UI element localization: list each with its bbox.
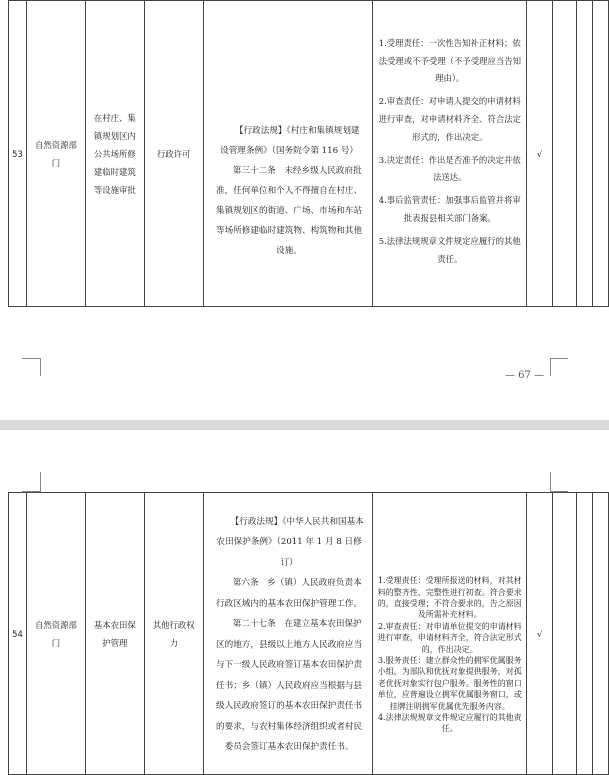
item-name-cell: [85, 493, 144, 775]
crop-mark: [40, 358, 41, 376]
responsibility-item: 3.决定责任：作出是否准予的决定并依法送达。: [378, 154, 521, 183]
legal-basis-cell: [203, 493, 373, 775]
department-text: 自然资源部门: [35, 619, 77, 648]
department-cell: [26, 1, 85, 307]
category-cell: [144, 1, 203, 307]
responsibility-item: 2.审查责任：对申请单位提交的申请材料进行审查，申请材料齐全，符合法定形式的，作出决定。: [377, 621, 522, 654]
empty-cell: [577, 1, 593, 307]
responsibility-item: 4.法律法规规章文件规定应履行的其他责任。: [377, 713, 522, 734]
empty-cell: [553, 1, 577, 307]
responsibility-cell: [373, 493, 527, 775]
empty-cell: [553, 493, 577, 775]
category-text: 其他行政权力: [152, 619, 195, 648]
legal-basis-article: 第六条 乡（镇）人民政府负责本行政区域内的基本农田保护管理工作。: [216, 578, 363, 609]
crop-mark: [40, 472, 41, 492]
power-list-table-page-68: [8, 492, 609, 775]
department-text: 自然资源部门: [34, 139, 77, 168]
responsibility-item: 1.受理责任：受理所报送的材料，对其材料的整齐性、完整性进行初查。符合要求的，直接受理；不符合要求的，告之原因及所需补充材料。: [377, 576, 522, 620]
check-mark: √: [527, 493, 553, 775]
crop-mark: [550, 358, 551, 376]
responsibility-item: 2.审查责任：对申请人提交的申请材料进行审查，对申请材料齐全、符合法定形式的，作出决定。: [378, 96, 521, 142]
item-name-text: 在村庄、集镇规划区内公共场所修建临时建筑等设施审批: [93, 112, 136, 195]
item-name-cell: [85, 1, 144, 307]
responsibility-item: 5.法律法规规章文件规定应履行的其他责任。: [378, 236, 521, 264]
empty-cell: [577, 493, 593, 775]
table-row: [9, 1, 609, 307]
responsibility-cell: [373, 1, 527, 307]
department-cell: [26, 493, 85, 775]
crop-mark: [550, 358, 568, 359]
check-mark: √: [527, 1, 553, 307]
responsibility-item: 3.服务责任：建立群众性的拥军优属服务小组，为部队和优抚对象提供服务，对孤老优抚对象实行包户服务。服务性的窗口单位，应普遍设立拥军优属服务窗口，或挂牌注明拥军优属优先服务内容。: [377, 656, 522, 711]
page-68: [0, 430, 609, 772]
row-number: 54: [9, 493, 27, 775]
power-list-table-page-67: [8, 0, 609, 307]
responsibility-item: 1.受理责任：一次性告知补正材料；依法受理或不予受理（不予受理应当告知理由）。: [378, 38, 521, 84]
legal-basis-article: 第二十七条 在建立基本农田保护区的地方，县级以上地方人民政府应当与下一级人民政府签订基本农田保护责任书；乡（镇）人民政府应当根据与县级人民政府签订的基本农田保护责任书的要求，与农村集体经济组织或者村民委员会签订基本农田保护责任书。: [216, 619, 363, 752]
legal-basis-title: 【行政法规】《村庄和集镇规划建设管理条例》（国务院令第 116 号）: [220, 126, 360, 156]
page-gap: [0, 420, 609, 430]
item-name-text: 基本农田保护管理: [93, 619, 136, 648]
empty-cell: [592, 493, 608, 775]
empty-cell: [592, 1, 608, 307]
table-row: [9, 493, 609, 775]
legal-basis-title: 【行政法规】《中华人民共和国基本农田保护条例》（2011 年 1 月 8 日修订）: [216, 516, 364, 568]
crop-mark: [22, 358, 40, 359]
legal-basis-article: 第三十二条 未经乡级人民政府批准，任何单位和个人不得擅自在村庄、集镇规划区的街道、广场、市场和车站等场所修建临时建筑物、构筑物和其他设施。: [216, 166, 363, 256]
responsibility-item: 4.事后监管责任：加强事后监管并将审批表报县相关部门备案。: [378, 195, 521, 224]
row-number: 53: [9, 1, 27, 307]
page-number: — 67 —: [505, 370, 545, 381]
legal-basis-cell: [203, 1, 373, 307]
category-text: 行政许可: [156, 148, 191, 159]
category-cell: [144, 493, 203, 775]
crop-mark: [550, 472, 551, 492]
